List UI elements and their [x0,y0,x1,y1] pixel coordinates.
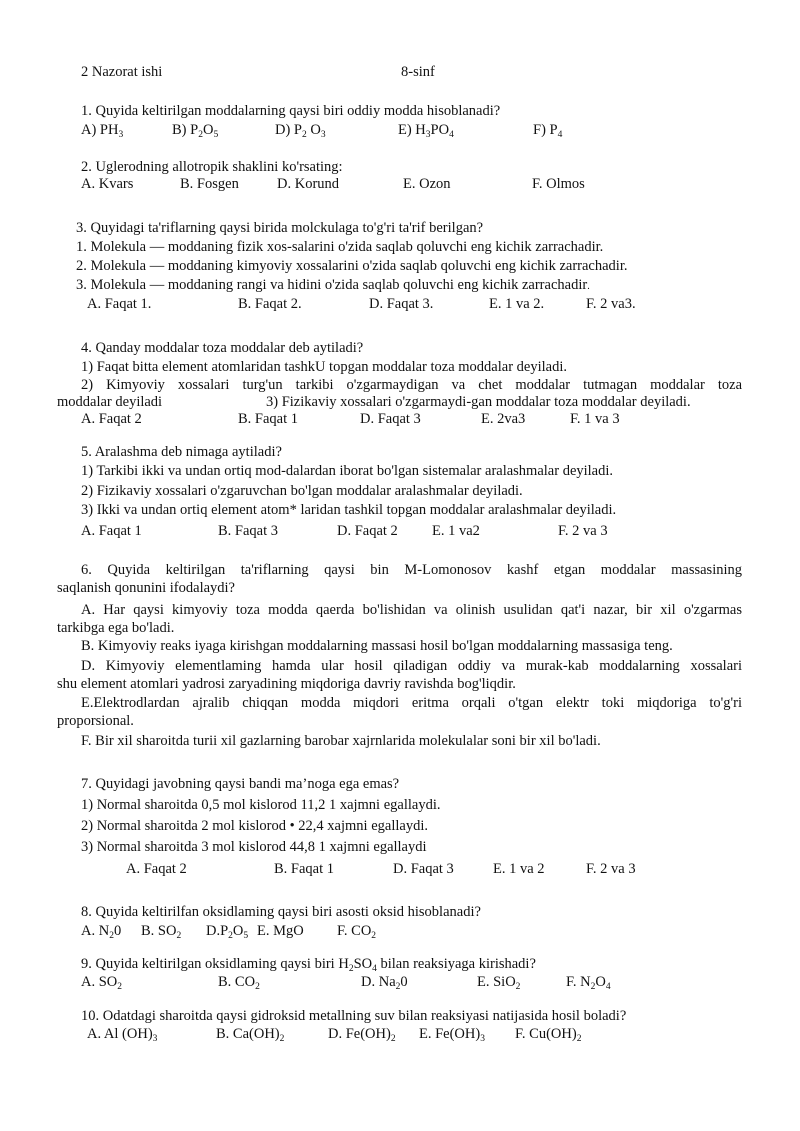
question-7-statement-3: 3) Normal sharoitda 3 mol kislorod 44,8 1 xajmni egallaydi [81,839,427,855]
question-7-option-b: B. Faqat 1 [274,861,335,877]
question-6-option-d: D. Kimyoviy elementlaming hamda ular hosil qiladigan oddiy va murak-kab moddalarning xossalari [81,658,742,674]
question-10-option-b: B. $Ca(OH)_2$ [216,1026,285,1044]
question-4-statement-3: 3) Fizikaviy xossalari o'zgarmaydi-gan moddalar toza moddalar deyiladi. [266,394,691,410]
question-4-statement-1: 1) Faqat bitta element atomlaridan tashkU topgan moddalar toza moddalar deyiladi. [81,359,567,375]
question-3-option-e: E. 1 va 2. [489,296,545,312]
question-6-option-f: F. Bir xil sharoitda turii xil gazlarning barobar xajrnlarida molekulalar soni bir xil bo'ladi. [81,733,601,749]
question-4-statement-2: 2) Kimyoviy xossalari turg'un tarkibi o'zgarmaydigan va chet moddalar tutmagan moddalar toza [81,377,742,393]
question-2-text: 2. Uglerodning allotropik shaklini ko'rsating: [81,159,343,175]
question-6-option-a: A. Har qaysi kimyoviy toza modda qaerda bo'lishidan va olinish usulidan qat'i nazar, bir xil o'zgarmas [81,602,742,618]
question-2-option-d: D. Korund [277,176,340,192]
question-1-option-e: E) $H_3PO_4$ [398,122,454,140]
question-10-text: 10. Odatdagi sharoitda qaysi gidroksid metallning suv bilan reaksiyasi natijasida hosil boladi? [81,1008,627,1024]
question-5-option-e: E. 1 va2 [432,523,480,539]
question-10-option-a: A. Al $(OH)_3$ [87,1026,158,1044]
question-7-option-e: E. 1 va 2 [493,861,545,877]
question-6-text: 6. Quyida keltirilgan ta'riflarning qaysi bin M-Lomonosov kashf etgan moddalar massasining [81,562,742,578]
question-1-option-d: D) $P_2$ $O_3$ [275,122,326,140]
question-1-option-f: F) $P_4$ [533,122,563,140]
question-6-option-e-cont: proporsional. [57,713,134,729]
question-5-statement-3: 3) Ikki va undan ortiq element atom* laridan tashkil topgan moddalar aralashmalar deyiladi. [81,502,617,518]
question-8-option-a: A. $N_20$ [81,923,122,941]
question-2-option-a: A. Kvars [81,176,134,192]
question-3-option-d: D. Faqat 3. [369,296,434,312]
question-5-option-d: D. Faqat 2 [337,523,398,539]
grade-label: 8-sinf [401,64,435,80]
question-9-option-a: A. $SO_2$ [81,974,123,992]
question-1-option-b: B) $P_2O_5$ [172,122,219,140]
question-9-option-d: D. $Na_20$ [361,974,408,992]
question-10-option-d: D. $Fe(OH)_2$ [328,1026,396,1044]
question-5-text: 5. Aralashma deb nimaga aytiladi? [81,444,282,460]
question-10-option-e: E. $Fe(OH)_3$ [419,1026,485,1044]
question-6-option-a-cont: tarkibga ega bo'ladi. [57,620,175,636]
question-9-text: 9. Quyida keltirilgan oksidlaming qaysi biri $H_2SO_4$ bilan reaksiyaga kirishadi? [81,956,536,974]
question-10-option-f: F. $Cu(OH)_2$ [515,1026,582,1044]
question-2-option-e: E. Ozon [403,176,451,192]
question-3-option-a: A. Faqat 1. [87,296,152,312]
question-7-option-f: F. 2 va 3 [586,861,636,877]
question-4-option-a: A. Faqat 2 [81,411,142,427]
question-1-option-a: A) $PH_3$ [81,122,124,140]
question-3-statement-3: 3. Molekula — moddaning rangi va hidini o'zida saqlab qoluvchi eng kichik zarrachadir. [76,277,590,293]
question-8-option-e: E. MgO [257,923,304,939]
question-5-option-b: B. Faqat 3 [218,523,279,539]
question-3-statement-2: 2. Molekula — moddaning kimyoviy xossalarini o'zida saqlab qoluvchi eng kichik zarrachadir. [76,258,628,274]
question-3-option-b: B. Faqat 2. [238,296,302,312]
question-4-option-b: B. Faqat 1 [238,411,299,427]
test-title: 2 Nazorat ishi [81,64,163,80]
question-3-text: 3. Quyidagi ta'riflarning qaysi birida molckulaga to'g'ri ta'rif berilgan? [76,220,484,236]
question-6-option-e: E.Elektrodlardan ajralib chiqqan modda miqdori eritma orqali o'tgan elektr toki miqdoriga to'g'ri [81,695,742,711]
question-5-statement-2: 2) Fizikaviy xossalari o'zgaruvchan bo'lgan moddalar aralashmalar deyiladi. [81,483,523,499]
question-7-option-a: A. Faqat 2 [126,861,187,877]
question-7-text: 7. Quyidagi javobning qaysi bandi ma’noga ega emas? [81,776,400,792]
question-9-option-e: E. SiO$_2$ [477,974,521,992]
question-2-option-b: B. Fosgen [180,176,239,192]
question-2-option-f: F. Olmos [532,176,585,192]
question-8-text: 8. Quyida keltirilfan oksidlaming qaysi biri asosti oksid hisoblanadi? [81,904,481,920]
question-7-option-d: D. Faqat 3 [393,861,454,877]
question-8-option-b: B. $SO_2$ [141,923,182,941]
question-3-option-f: F. 2 va3. [586,296,636,312]
question-4-statement-2-cont: moddalar deyiladi [57,394,163,410]
question-9-option-b: B. $CO_2$ [218,974,260,992]
question-6-option-b: B. Kimyoviy reaks iyaga kirishgan moddalarning massasi hosil bo'lgan moddalarning massasiga teng. [81,638,673,654]
question-3-statement-1: 1. Molekula — moddaning fizik xos-salarini o'zida saqlab qoluvchi eng kichik zarrachadir. [76,239,604,255]
question-7-statement-1: 1) Normal sharoitda 0,5 mol kislorod 11,2 1 xajmni egallaydi. [81,797,441,813]
question-5-option-a: A. Faqat 1 [81,523,142,539]
question-4-option-d: D. Faqat 3 [360,411,421,427]
question-8-option-d: $D.P_2O_5$ [206,923,249,941]
question-4-option-e: E. 2va3 [481,411,526,427]
question-5-statement-1: 1) Tarkibi ikki va undan ortiq mod-dalardan iborat bo'lgan sistemalar aralashmalar deyiladi. [81,463,614,479]
question-7-statement-2: 2) Normal sharoitda 2 mol kislorod • 22,4 xajmni egallaydi. [81,818,428,834]
question-8-option-f: F. $CO_2$ [337,923,377,941]
question-6-text-cont: saqlanish qonunini ifodalaydi? [57,580,235,596]
question-4-option-f: F. 1 va 3 [570,411,620,427]
question-5-option-f: F. 2 va 3 [558,523,608,539]
question-6-option-d-cont: shu element atomlari yadrosi zaryadining miqdoriga davriy ravishda bog'liqdir. [57,676,516,692]
question-9-option-f: F. $N_2O_4$ [566,974,611,992]
question-4-text: 4. Qanday moddalar toza moddalar deb aytiladi? [81,340,364,356]
question-1-text: 1. Quyida keltirilgan moddalarning qaysi biri oddiy modda hisoblanadi? [81,103,501,119]
